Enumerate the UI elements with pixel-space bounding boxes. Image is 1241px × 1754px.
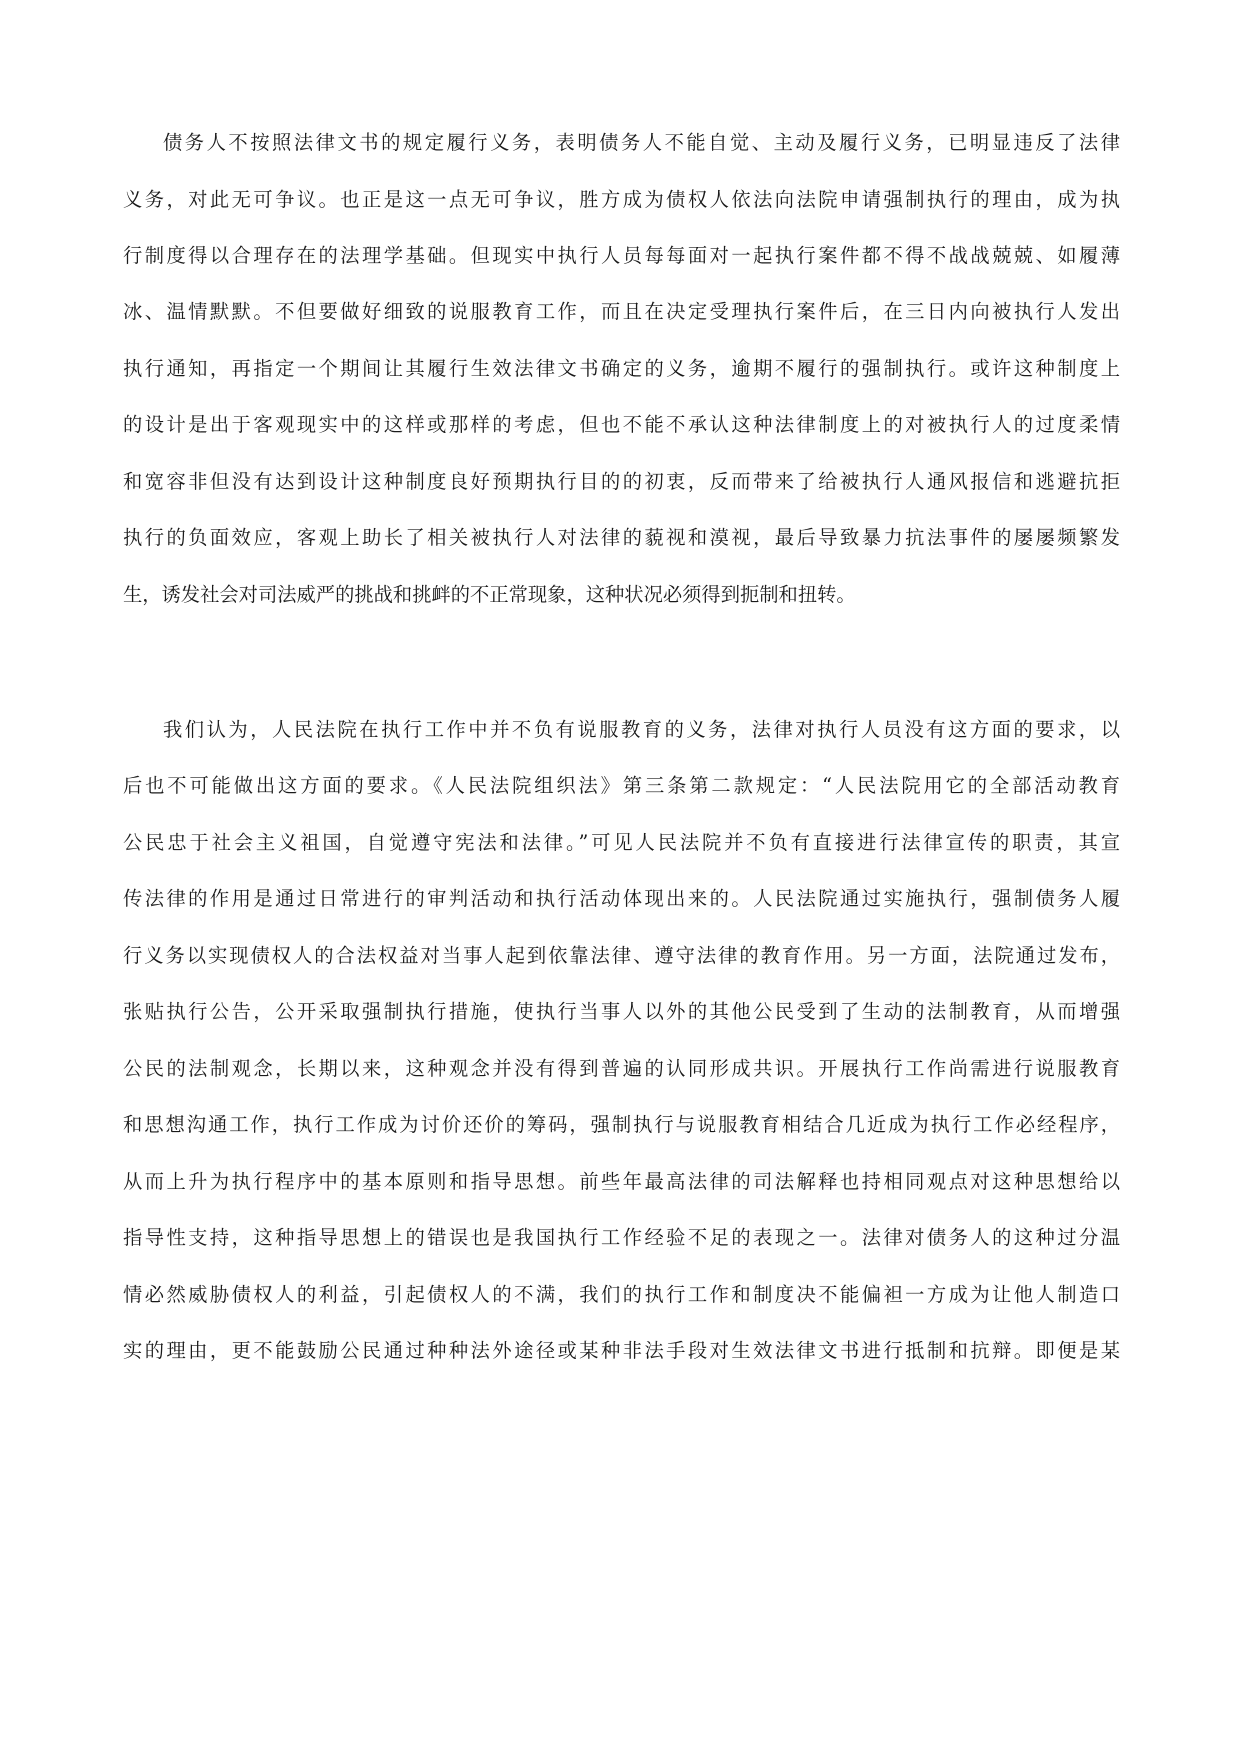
paragraph-1-line-8: 执行的负面效应，客观上助长了相关被执行人对法律的藐视和漠视，最后导致暴力抗法事件的屡屡频繁发 <box>123 526 1120 549</box>
paragraph-2-line-6: 张贴执行公告，公开采取强制执行措施，使执行当事人以外的其他公民受到了生动的法制教育，从而增强 <box>123 1000 1120 1023</box>
paragraph-2-line-4: 传法律的作用是通过日常进行的审判活动和执行活动体现出来的。人民法院通过实施执行，强制债务人履 <box>123 887 1120 910</box>
paragraph-2-line-5: 行义务以实现债权人的合法权益对当事人起到依靠法律、遵守法律的教育作用。另一方面，法院通过发布， <box>123 944 1120 967</box>
paragraph-2-line-3: 公民忠于社会主义祖国，自觉遵守宪法和法律。”可见人民法院并不负有直接进行法律宣传的职责，其宣 <box>123 831 1120 854</box>
paragraph-1-line-4: 冰、温情默默。不但要做好细致的说服教育工作，而且在决定受理执行案件后，在三日内向被执行人发出 <box>123 300 1120 323</box>
paragraph-2-line-2: 后也不可能做出这方面的要求。《人民法院组织法》第三条第二款规定：“人民法院用它的全部活动教育 <box>123 774 1120 797</box>
paragraph-1-line-2: 义务，对此无可争议。也正是这一点无可争议，胜方成为债权人依法向法院申请强制执行的理由，成为执 <box>123 188 1120 211</box>
paragraph-1-line-3: 行制度得以合理存在的法理学基础。但现实中执行人员每每面对一起执行案件都不得不战战兢兢、如履薄 <box>123 244 1120 267</box>
paragraph-2-line-10: 指导性支持，这种指导思想上的错误也是我国执行工作经验不足的表现之一。法律对债务人的这种过分温 <box>123 1226 1120 1249</box>
paragraph-1-line-1: 债务人不按照法律文书的规定履行义务，表明债务人不能自觉、主动及履行义务，已明显违反了法律 <box>163 131 1120 154</box>
paragraph-2-line-12: 实的理由，更不能鼓励公民通过种种法外途径或某种非法手段对生效法律文书进行抵制和抗辩。即便是某 <box>123 1339 1120 1362</box>
paragraph-1-line-6: 的设计是出于客观现实中的这样或那样的考虑，但也不能不承认这种法律制度上的对被执行人的过度柔情 <box>123 413 1120 436</box>
paragraph-2-line-1: 我们认为，人民法院在执行工作中并不负有说服教育的义务，法律对执行人员没有这方面的要求，以 <box>163 718 1120 741</box>
paragraph-2-line-9: 从而上升为执行程序中的基本原则和指导思想。前些年最高法律的司法解释也持相同观点对这种思想给以 <box>123 1170 1120 1193</box>
paragraph-2-line-8: 和思想沟通工作，执行工作成为讨价还价的筹码，强制执行与说服教育相结合几近成为执行工作必经程序， <box>123 1113 1120 1136</box>
paragraph-1-line-7: 和宽容非但没有达到设计这种制度良好预期执行目的的初衷，反而带来了给被执行人通风报信和逃避抗拒 <box>123 470 1120 493</box>
paragraph-1-line-5: 执行通知，再指定一个期间让其履行生效法律文书确定的义务，逾期不履行的强制执行。或许这种制度上 <box>123 357 1120 380</box>
paragraph-2-line-7: 公民的法制观念，长期以来，这种观念并没有得到普遍的认同形成共识。开展执行工作尚需进行说服教育 <box>123 1057 1120 1080</box>
paragraph-1-line-9: 生，诱发社会对司法威严的挑战和挑衅的不正常现象，这种状况必须得到扼制和扭转。 <box>123 583 856 606</box>
paragraph-2-line-11: 情必然威胁债权人的利益，引起债权人的不满，我们的执行工作和制度决不能偏袒一方成为让他人制造口 <box>123 1283 1120 1306</box>
